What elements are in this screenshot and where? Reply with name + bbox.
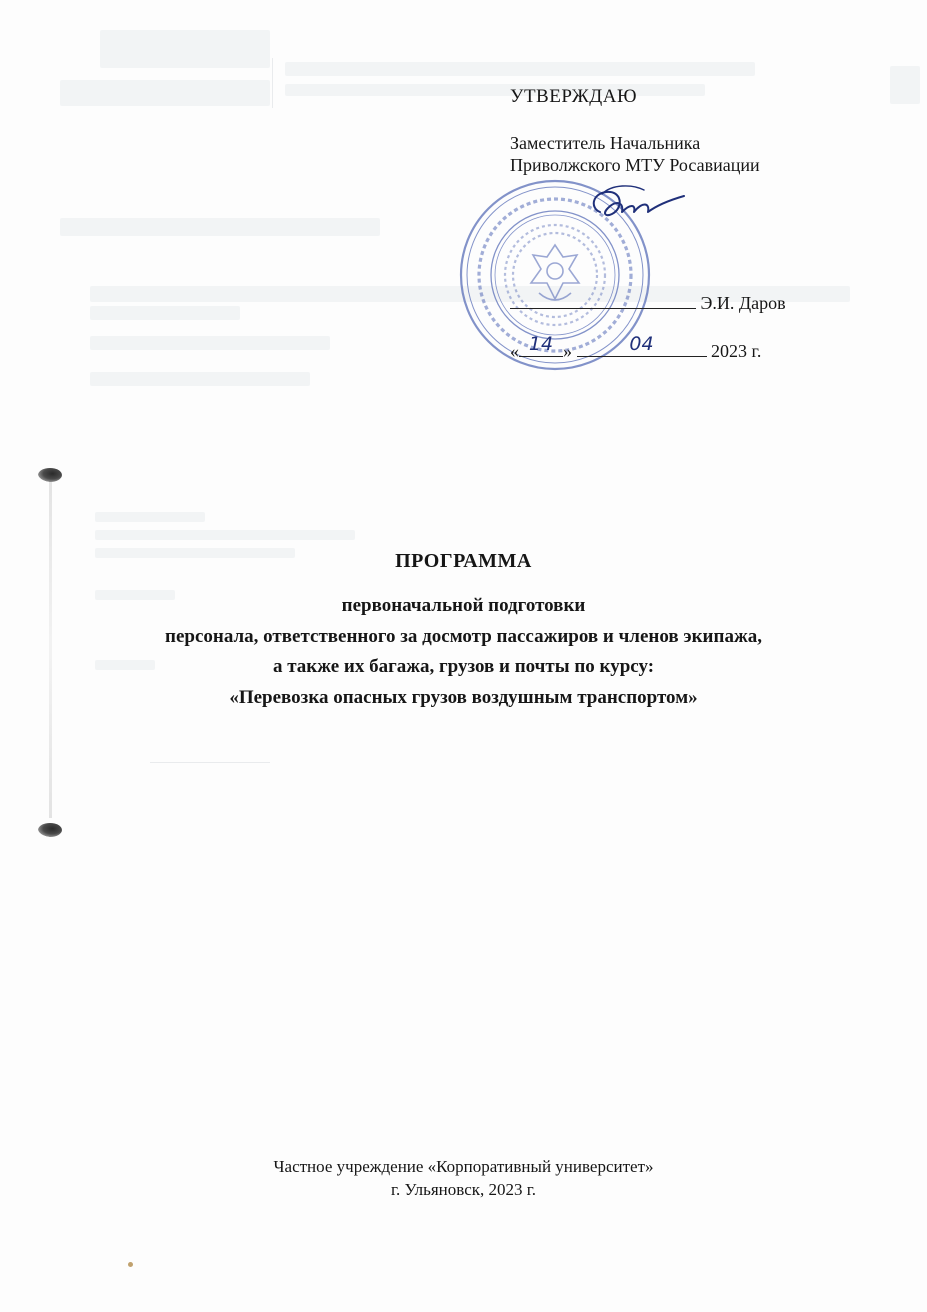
bleed-through-block	[100, 30, 270, 68]
footer-organization: Частное учреждение «Корпоративный университет»	[273, 1157, 654, 1176]
bleed-through-block	[95, 512, 205, 522]
date-month-blank	[577, 333, 707, 357]
bleed-through-block	[90, 372, 310, 386]
signature-line	[510, 290, 786, 314]
date-open-quote: «	[510, 341, 519, 361]
footer-city-year: г. Ульяновск, 2023 г.	[390, 1180, 537, 1199]
signature-blank	[510, 290, 696, 309]
approval-block	[510, 86, 910, 361]
bleed-through-block	[90, 336, 330, 350]
approval-role-line: Заместитель Начальника	[510, 133, 701, 153]
bleed-through-block	[95, 530, 355, 540]
bleed-through-line	[150, 762, 270, 763]
document-subtitle-line: персонала, ответственного за досмотр пассажиров и членов экипажа,	[165, 625, 762, 647]
date-day-handwritten: 14	[528, 333, 554, 355]
date-year: 2023 г.	[711, 341, 762, 361]
approval-role	[510, 132, 870, 176]
bleed-through-line	[272, 58, 273, 108]
approval-heading: УТВЕРЖДАЮ	[510, 86, 637, 107]
bleed-through-block	[285, 62, 755, 76]
title-block	[0, 548, 927, 713]
approval-date	[510, 333, 762, 362]
date-day-blank	[519, 333, 563, 357]
document-subtitle-line: первоначальной подготовки	[341, 595, 586, 616]
signatory-name: Э.И. Даров	[700, 293, 786, 313]
binding-hole-top	[38, 468, 62, 482]
approval-role-line: Приволжского МТУ Росавиации	[510, 155, 760, 175]
document-title: ПРОГРАММА	[395, 550, 532, 572]
bleed-through-block	[90, 306, 240, 320]
bleed-through-block	[60, 80, 270, 106]
date-close-quote: »	[563, 341, 572, 361]
footer	[0, 1155, 927, 1201]
paper-speck	[128, 1262, 133, 1267]
bleed-through-block	[60, 218, 380, 236]
binding-hole-bottom	[38, 823, 62, 837]
document-subtitle-line: а также их багажа, грузов и почты по курсу:	[272, 656, 655, 677]
document-course-name: «Перевозка опасных грузов воздушным транспортом»	[229, 686, 698, 708]
handwritten-signature-icon	[572, 178, 692, 238]
date-month-handwritten: 04	[629, 333, 654, 355]
